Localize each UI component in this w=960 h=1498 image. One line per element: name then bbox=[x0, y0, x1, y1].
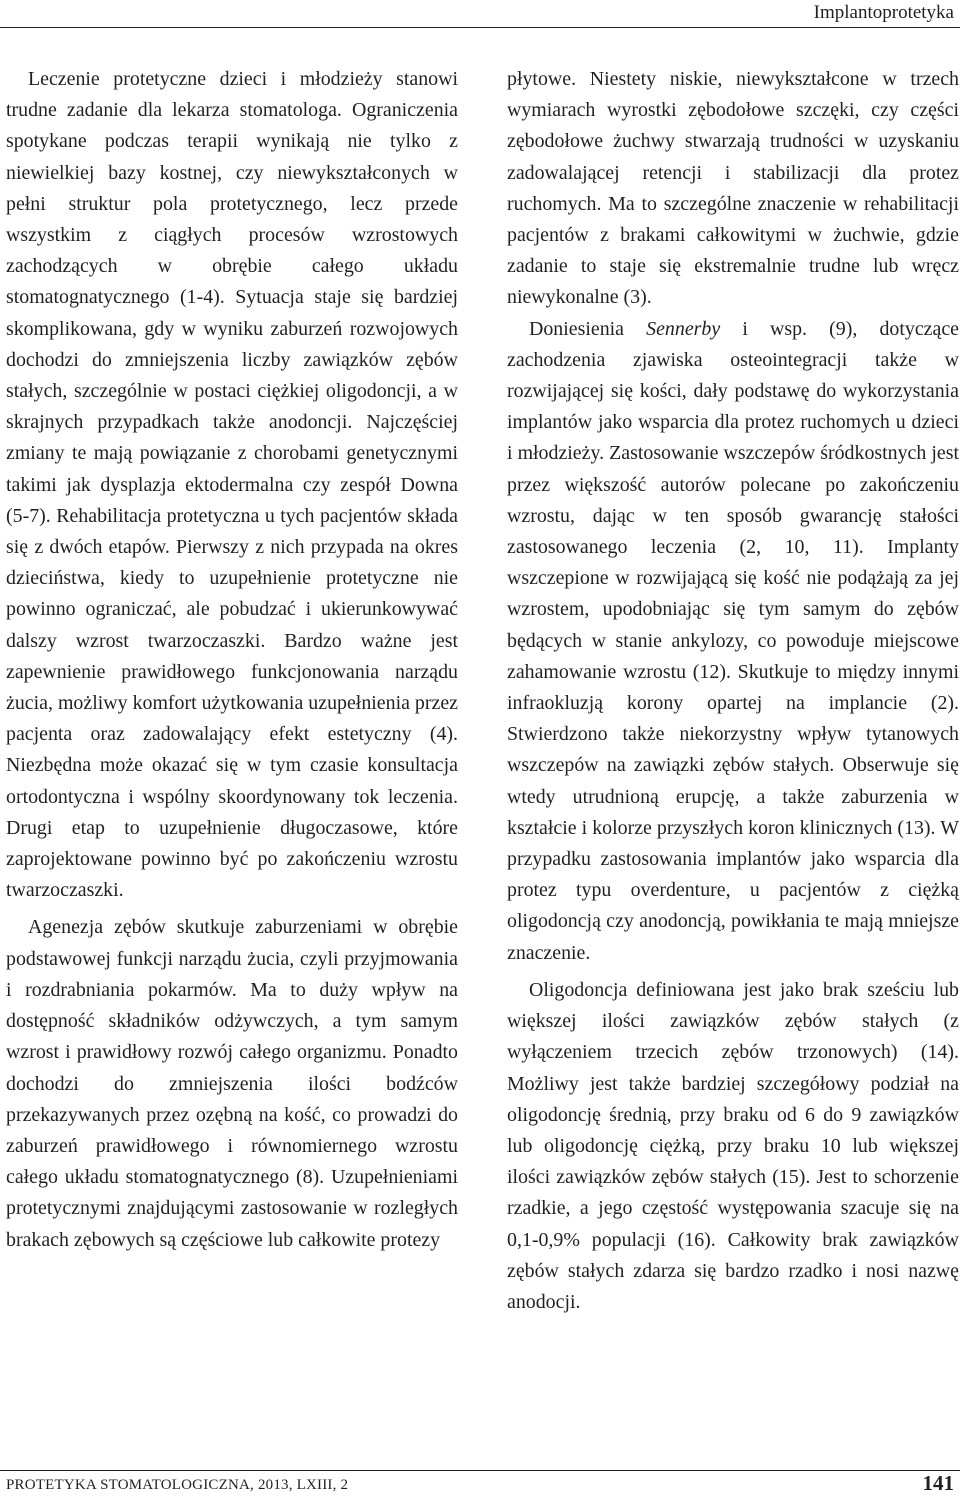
journal-citation: PROTETYKA STOMATOLOGICZNA, 2013, LXIII, 2 bbox=[6, 1477, 349, 1493]
p2-lead: Doniesienia bbox=[529, 317, 647, 340]
running-header: Implantoprotetyka bbox=[813, 2, 954, 23]
p2-body: i wsp. (9), dotyczące zachodzenia zjawiska osteointegracji także w rozwijającej się kości, dały podstawę do wykorzystania implantów jako wsparcia dla protez ruchomych u dzieci i młodzieży. Zastosowanie wszczepów śródkostnych jest przez większość autorów polecane po zakończeniu wzrostu, dając w ten sposób gwarancję stałości zastosowanego leczenia (2, 10, 11). Implanty wszczepione w rozwijającą się kość nie podążają za jej wzrostem, upodobniając się tym samym do zębów będących w stanie ankylozy, co powoduje miejscowe zahamowanie wzrostu (12). Skutkuje to między innymi infraokluzją korony opartej na implancie (2). Stwierdzono także niekorzystny wpływ tytanowych wszczepów na zawiązki zębów stałych. Obserwuje się wtedy utrudnioną erupcję, a także zaburzenia w kształcie i kolorze przyszłych koron klinicznych (13). W przypadku zastosowania implantów jako wsparcia dla protez typu overdenture, u pacjentów z ciężką oligodoncją czy anodoncją, powikłania te mają mniejsze znaczenie. bbox=[507, 317, 959, 964]
footer-rule bbox=[0, 1470, 960, 1471]
page-number: 141 bbox=[922, 1471, 954, 1495]
left-paragraph-2: Agenezja zębów skutkuje zaburzeniami w obrębie podstawowej funkcji narządu żucia, czyli przyjmowania i rozdrabniania pokarmów. Ma to duży wpływ na dostępność składników odżywczych, a tym samym wzrost i prawidłowy rozwój całego organizmu. Ponadto dochodzi do zmniejszenia ilości bodźców przekazywanych przez ozębną na kość, co prowadzi do zaburzeń prawidłowego i równomiernego wzrostu całego układu stomatognatycznego (8). Uzupełnieniami protetycznymi znajdującymi zastosowanie w rozległych brakach zębowych są częściowe lub całkowite protezy bbox=[6, 916, 458, 1251]
header-rule bbox=[0, 27, 960, 28]
right-paragraph-3: Oligodoncja definiowana jest jako brak sześciu lub większej ilości zawiązków zębów stałych (z wyłączeniem trzecich zębów trzonowych) (14). Możliwy jest także bardziej szczegółowy podział na oligodoncję średnią, przy braku od 6 do 9 zawiązków lub oligodoncję ciężką, przy braku 10 lub większej ilości zawiązków zębów stałych (15). Jest to schorzenie rzadkie, a jego częstość występowania szacuje się na 0,1-0,9% populacji (16). Całkowity brak zawiązków zębów stałych zdarza się bardzo rzadko i nosi nazwę anodocji. bbox=[507, 978, 959, 1313]
right-paragraph-1: płytowe. Niestety niskie, niewykształcone w trzech wymiarach wyrostki zębodołowe szczęki, czy części zębodołowe żuchwy stwarzają trudności w uzyskaniu zadowalającej retencji i stabilizacji dla protez ruchomych. Ma to szczególne znaczenie w rehabilitacji pacjentów z brakami całkowitymi w żuchwie, gdzie zadanie to staje się ekstremalnie trudne lub wręcz niewykonalne (3). bbox=[507, 68, 959, 309]
left-column bbox=[6, 64, 458, 1256]
right-paragraph-2 bbox=[507, 314, 959, 969]
author-name: Sennerby bbox=[646, 317, 721, 340]
right-column bbox=[507, 64, 959, 1318]
left-paragraph-1: Leczenie protetyczne dzieci i młodzieży stanowi trudne zadanie dla lekarza stomatologa. Ograniczenia spotykane podczas terapii wynikają nie tylko z niewielkiej bazy kostnej, czy niewykształconych w pełni struktur pola protetycznego, lecz przede wszystkim z ciągłych procesów wzrostowych zachodzących w obrębie całego układu stomatognatycznego (1-4). Sytuacja staje się bardziej skomplikowana, gdy w wyniku zaburzeń rozwojowych dochodzi do zmniejszenia liczby zawiązków zębów stałych, szczególnie w postaci ciężkiej oligodoncji, a w skrajnych przypadkach także anodoncji. Najczęściej zmiany te mają powiązanie z chorobami genetycznymi takimi jak dysplazja ektodermalna czy zespół Downa (5-7). Rehabilitacja protetyczna u tych pacjentów składa się z dwóch etapów. Pierwszy z nich przypada na okres dzieciństwa, kiedy to uzupełnienie protetyczne nie powinno ograniczać, ale pobudzać i ukierunkowywać dalszy wzrost twarzoczaszki. Bardzo ważne jest zapewnienie prawidłowego funkcjonowania narządu żucia, możliwy komfort użytkowania uzupełnienia przez pacjenta oraz zadowalający efekt estetyczny (4). Niezbędna może okazać się w tym czasie konsultacja ortodontyczna i wspólny skoordynowany tok leczenia. Drugi etap to uzupełnienie długoczasowe, które zaprojektowane powinno być po zakończeniu wzrostu twarzoczaszki. bbox=[6, 68, 458, 902]
